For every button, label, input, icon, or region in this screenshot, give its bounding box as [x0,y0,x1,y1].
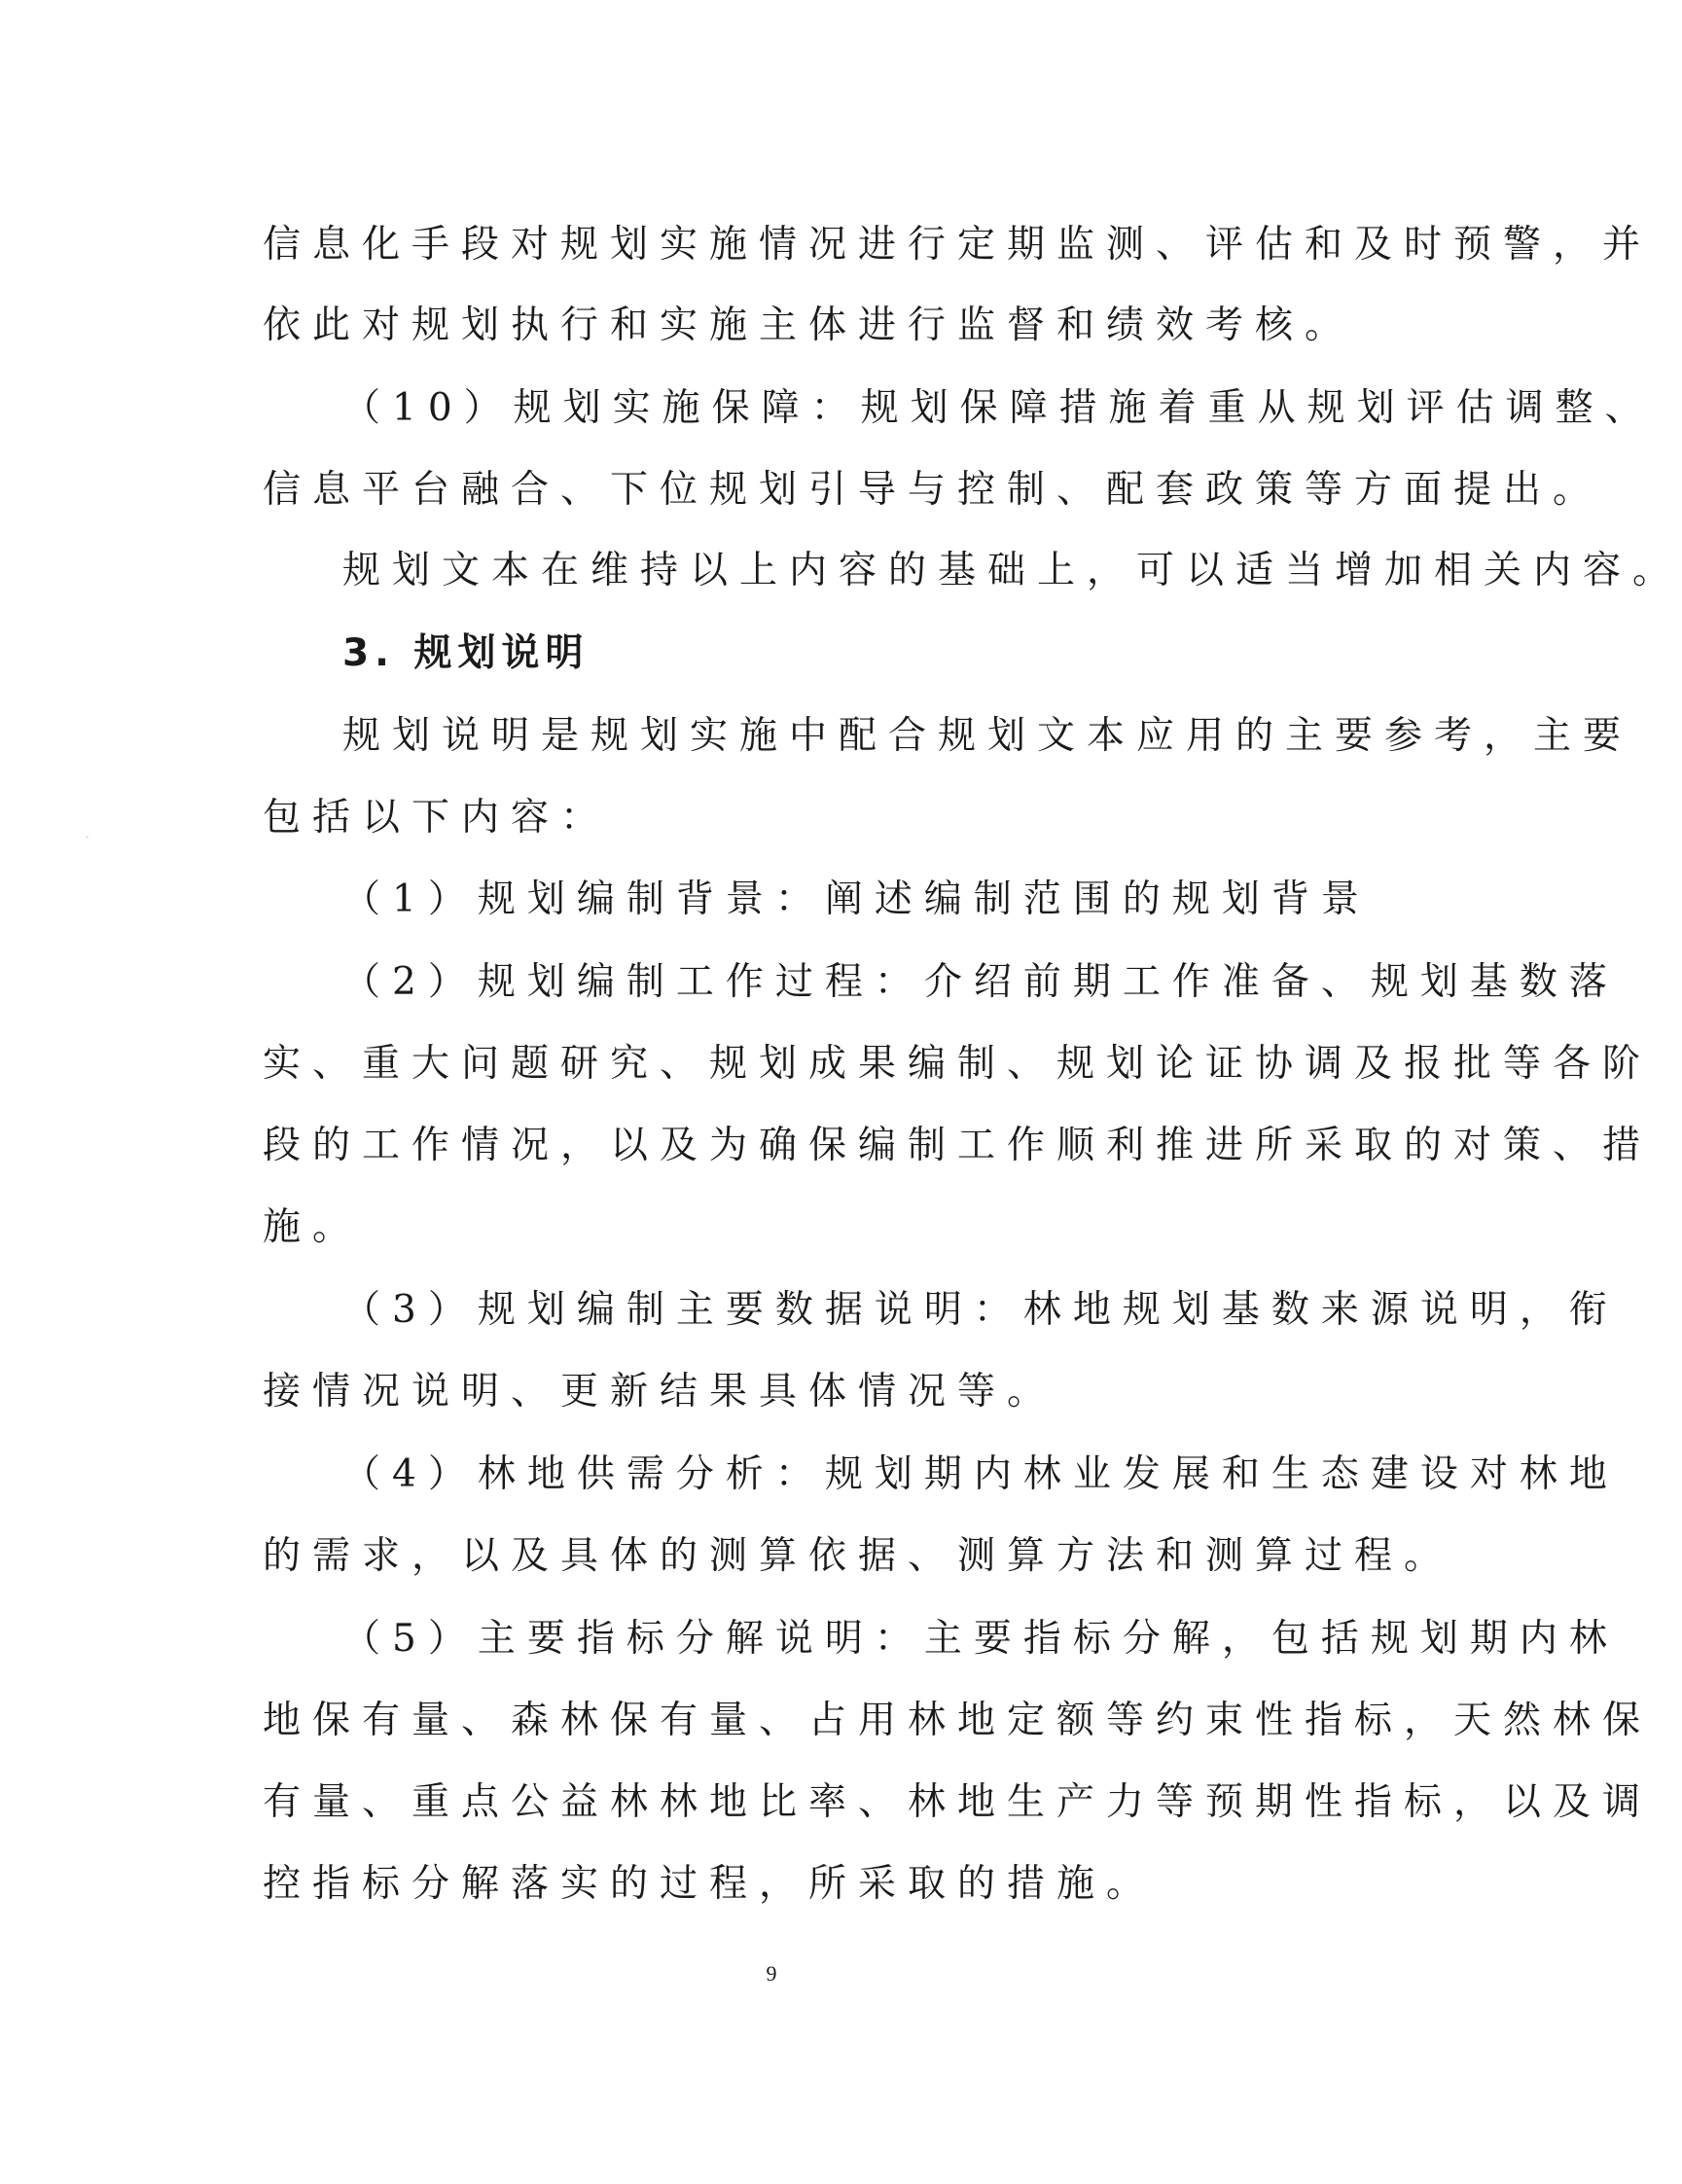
body-text-line: 施。 [263,1205,363,1249]
body-text-line: （2）规划编制工作过程：介绍前期工作准备、规划基数落 [342,960,1619,1004]
page-number: 9 [766,1961,777,1986]
body-text-line: 实、重大问题研究、规划成果编制、规划论证协调及报批等各阶 [263,1042,1653,1086]
body-text-line: （1）规划编制背景：阐述编制范围的规划背景 [342,877,1371,921]
body-text-line: 有量、重点公益林林地比率、林地生产力等预期性指标，以及调 [263,1780,1653,1824]
body-text-line: 规划说明是规划实施中配合规划文本应用的主要参考，主要 [342,714,1633,758]
body-text-line: 信息平台融合、下位规划引导与控制、配套政策等方面提出。 [263,468,1603,512]
body-text-line: （4）林地供需分析：规划期内林业发展和生态建设对林地 [342,1452,1619,1496]
body-text-line: （5）主要指标分解说明：主要指标分解，包括规划期内林 [342,1617,1619,1661]
body-text-line: 规划文本在维持以上内容的基础上，可以适当增加相关内容。 [342,549,1682,592]
body-text-line: 控指标分解落实的过程，所采取的措施。 [263,1862,1157,1906]
scan-artifact [86,837,89,838]
body-text-line: （3）规划编制主要数据说明：林地规划基数来源说明，衔 [342,1288,1619,1332]
body-text-line: 依此对规划执行和实施主体进行监督和绩效考核。 [263,304,1355,347]
body-text-line: 的需求，以及具体的测算依据、测算方法和测算过程。 [263,1534,1454,1578]
body-text-line: 信息化手段对规划实施情况进行定期监测、评估和及时预警，并 [263,223,1653,267]
body-text-line: 包括以下内容： [263,796,611,840]
body-text-line: 段的工作情况，以及为确保编制工作顺利推进所采取的对策、措 [263,1124,1653,1167]
body-text-line: 接情况说明、更新结果具体情况等。 [263,1370,1057,1414]
body-text-line: 地保有量、森林保有量、占用林地定额等约束性指标，天然林保 [263,1699,1653,1742]
section-heading: 3. 规划说明 [342,631,590,675]
body-text-line: （10）规划实施保障：规划保障措施着重从规划评估调整、 [342,386,1655,430]
